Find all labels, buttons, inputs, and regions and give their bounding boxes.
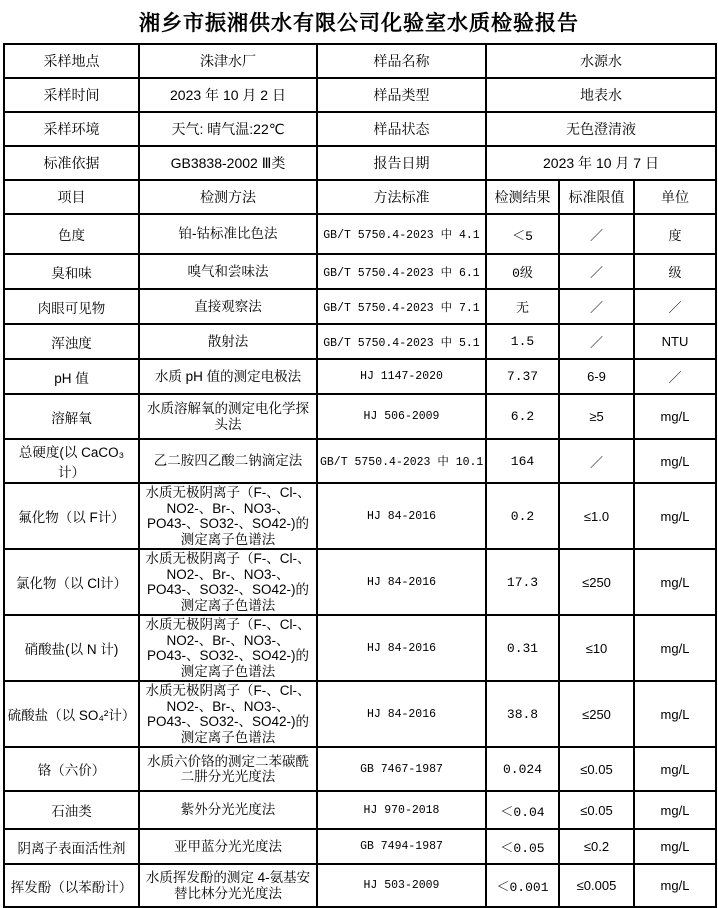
- param-item: 挥发酚（以苯酚计）: [4, 864, 139, 907]
- param-standard: HJ 503-2009: [317, 864, 486, 907]
- param-method: 水质无极阴离子（F-、Cl-、NO2-、Br-、NO3-、PO43-、SO32-、SO42-)的测定离子色谱法: [139, 681, 317, 747]
- report-table: [3, 43, 717, 908]
- param-standard: GB/T 5750.4-2023 中 5.1: [317, 324, 486, 359]
- column-header-result: 检测结果: [486, 180, 559, 214]
- param-item: 肉眼可见物: [4, 289, 139, 324]
- info-row-sampling-time: [4, 78, 716, 112]
- param-method: 散射法: [139, 324, 317, 359]
- info-row-sampling-location: [4, 44, 716, 78]
- param-result: ＜5: [486, 214, 559, 254]
- param-standard: GB/T 5750.4-2023 中 4.1: [317, 214, 486, 254]
- param-method: 乙二胺四乙酸二钠滴定法: [139, 439, 317, 483]
- param-limit: ／: [559, 439, 634, 483]
- param-item: 阴离子表面活性剂: [4, 829, 139, 864]
- column-header-item: 项目: [4, 180, 139, 214]
- param-limit: ／: [559, 289, 634, 324]
- param-row-chloride: [4, 549, 716, 615]
- param-limit: ／: [559, 214, 634, 254]
- param-item: 色度: [4, 214, 139, 254]
- param-limit: ／: [559, 324, 634, 359]
- param-limit: ／: [559, 254, 634, 289]
- param-row-nitrate: [4, 615, 716, 681]
- param-item: 铬（六价）: [4, 747, 139, 791]
- param-row-turbidity: [4, 324, 716, 359]
- param-unit: 度: [634, 214, 716, 254]
- param-row-odor-taste: [4, 254, 716, 289]
- param-standard: GB 7494-1987: [317, 829, 486, 864]
- param-result: 7.37: [486, 359, 559, 394]
- param-row-chroma: [4, 214, 716, 254]
- param-item: pH 值: [4, 359, 139, 394]
- column-header-method: 检测方法: [139, 180, 317, 214]
- param-standard: HJ 970-2018: [317, 791, 486, 829]
- param-row-visible-matter: [4, 289, 716, 324]
- param-result: ＜0.001: [486, 864, 559, 907]
- param-unit: mg/L: [634, 483, 716, 549]
- param-method: 嗅气和尝味法: [139, 254, 317, 289]
- info-value: 地表水: [486, 78, 716, 112]
- param-standard: HJ 84-2016: [317, 483, 486, 549]
- param-standard: HJ 506-2009: [317, 394, 486, 439]
- param-method: 水质溶解氧的测定电化学探头法: [139, 394, 317, 439]
- param-result: 164: [486, 439, 559, 483]
- param-unit: mg/L: [634, 864, 716, 907]
- param-unit: mg/L: [634, 439, 716, 483]
- param-standard: HJ 84-2016: [317, 681, 486, 747]
- info-label: 标准依据: [4, 146, 139, 180]
- param-item: 氯化物（以 Cl计）: [4, 549, 139, 615]
- param-item: 石油类: [4, 791, 139, 829]
- param-result: 0.31: [486, 615, 559, 681]
- param-standard: GB/T 5750.4-2023 中 6.1: [317, 254, 486, 289]
- table-header-row: [4, 180, 716, 214]
- info-label: 样品类型: [317, 78, 486, 112]
- param-item: 总硬度(以 CaCO₃ 计）: [4, 439, 139, 483]
- info-row-standard-basis: [4, 146, 716, 180]
- param-unit: mg/L: [634, 394, 716, 439]
- param-result: 0级: [486, 254, 559, 289]
- param-method: 水质挥发酚的测定 4-氨基安替比林分光光度法: [139, 864, 317, 907]
- param-row-dissolved-oxygen: [4, 394, 716, 439]
- param-result: 无: [486, 289, 559, 324]
- param-item: 溶解氧: [4, 394, 139, 439]
- info-label: 报告日期: [317, 146, 486, 180]
- param-standard: HJ 84-2016: [317, 549, 486, 615]
- info-label: 采样地点: [4, 44, 139, 78]
- param-row-ph: [4, 359, 716, 394]
- param-method: 水质无极阴离子（F-、Cl-、NO2-、Br-、NO3-、PO43-、SO32-、SO42-)的测定离子色谱法: [139, 483, 317, 549]
- param-method: 亚甲蓝分光光度法: [139, 829, 317, 864]
- info-value: 2023 年 10 月 7 日: [486, 146, 716, 180]
- param-item: 氟化物（以 F计）: [4, 483, 139, 549]
- info-label: 采样环境: [4, 112, 139, 146]
- param-unit: mg/L: [634, 681, 716, 747]
- param-unit: mg/L: [634, 549, 716, 615]
- info-value: 天气: 晴气温:22℃: [139, 112, 317, 146]
- param-method: 水质无极阴离子（F-、Cl-、NO2-、Br-、NO3-、PO43-、SO32-、SO42-)的测定离子色谱法: [139, 615, 317, 681]
- param-unit: mg/L: [634, 791, 716, 829]
- info-value: GB3838-2002 Ⅲ类: [139, 146, 317, 180]
- param-result: 1.5: [486, 324, 559, 359]
- param-method: 直接观察法: [139, 289, 317, 324]
- param-result: 0.024: [486, 747, 559, 791]
- param-row-anionic-surfactant: [4, 829, 716, 864]
- param-standard: GB/T 5750.4-2023 中 7.1: [317, 289, 486, 324]
- param-limit: ≤10: [559, 615, 634, 681]
- info-value: 2023 年 10 月 2 日: [139, 78, 317, 112]
- param-item: 硝酸盐(以 N 计): [4, 615, 139, 681]
- param-item: 臭和味: [4, 254, 139, 289]
- info-value: 无色澄清液: [486, 112, 716, 146]
- param-limit: ≤0.05: [559, 791, 634, 829]
- column-header-unit: 单位: [634, 180, 716, 214]
- param-standard: GB/T 5750.4-2023 中 10.1: [317, 439, 486, 483]
- info-row-sampling-environment: [4, 112, 716, 146]
- param-method: 铂-钴标准比色法: [139, 214, 317, 254]
- param-row-sulfate: [4, 681, 716, 747]
- param-limit: ≤250: [559, 549, 634, 615]
- param-limit: ≤0.2: [559, 829, 634, 864]
- param-limit: ≤0.005: [559, 864, 634, 907]
- info-label: 样品名称: [317, 44, 486, 78]
- column-header-limit: 标准限值: [559, 180, 634, 214]
- column-header-standard: 方法标准: [317, 180, 486, 214]
- param-result: 38.8: [486, 681, 559, 747]
- param-method: 水质六价铬的测定二苯碳酰二肼分光光度法: [139, 747, 317, 791]
- param-unit: mg/L: [634, 747, 716, 791]
- param-result: ＜0.05: [486, 829, 559, 864]
- info-label: 采样时间: [4, 78, 139, 112]
- param-standard: GB 7467-1987: [317, 747, 486, 791]
- param-limit: 6-9: [559, 359, 634, 394]
- param-item: 浑浊度: [4, 324, 139, 359]
- param-method: 水质无极阴离子（F-、Cl-、NO2-、Br-、NO3-、PO43-、SO32-、SO42-)的测定离子色谱法: [139, 549, 317, 615]
- param-result: 0.2: [486, 483, 559, 549]
- param-standard: HJ 1147-2020: [317, 359, 486, 394]
- param-method: 水质 pH 值的测定电极法: [139, 359, 317, 394]
- report-title: 湘乡市振湘供水有限公司化验室水质检验报告: [139, 11, 579, 35]
- param-unit: 级: [634, 254, 716, 289]
- param-row-volatile-phenol: [4, 864, 716, 907]
- param-standard: HJ 84-2016: [317, 615, 486, 681]
- param-row-total-hardness: [4, 439, 716, 483]
- param-row-petroleum: [4, 791, 716, 829]
- param-unit: NTU: [634, 324, 716, 359]
- param-limit: ≤1.0: [559, 483, 634, 549]
- param-result: ＜0.04: [486, 791, 559, 829]
- info-value: 水源水: [486, 44, 716, 78]
- param-method: 紫外分光光度法: [139, 791, 317, 829]
- param-result: 17.3: [486, 549, 559, 615]
- param-limit: ≤250: [559, 681, 634, 747]
- param-result: 6.2: [486, 394, 559, 439]
- param-unit: mg/L: [634, 829, 716, 864]
- param-limit: ≤0.05: [559, 747, 634, 791]
- info-value: 洙津水厂: [139, 44, 317, 78]
- param-unit: ／: [634, 289, 716, 324]
- param-row-hexavalent-chromium: [4, 747, 716, 791]
- param-row-fluoride: [4, 483, 716, 549]
- param-limit: ≥5: [559, 394, 634, 439]
- info-label: 样品状态: [317, 112, 486, 146]
- param-item: 硫酸盐（以 SO₄²计）: [4, 681, 139, 747]
- param-unit: mg/L: [634, 615, 716, 681]
- param-unit: ／: [634, 359, 716, 394]
